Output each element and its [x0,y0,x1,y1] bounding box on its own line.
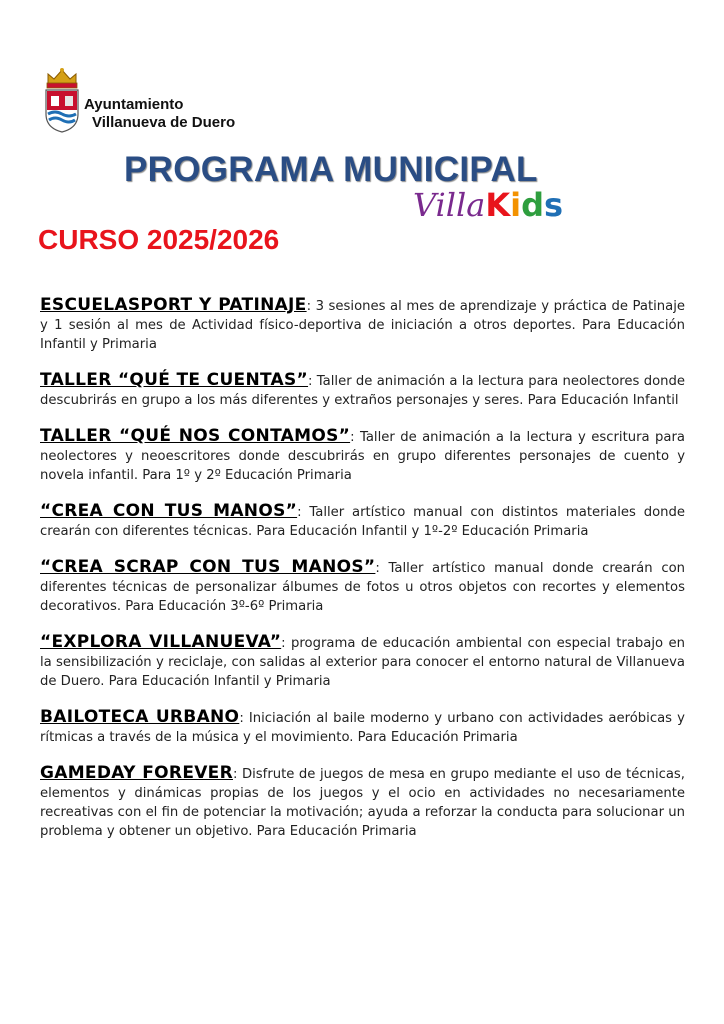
brand-kids-letter: K [485,186,511,224]
program-name: “CREA SCRAP CON TUS MANOS” [40,557,376,577]
program-description: : Taller de animación a la lectura y escritura para neolectores y neoescritores donde descubrirás en grupo diferentes personajes de cuento y novela infantil. Para 1º y 2º Educación Primaria [40,430,685,483]
program-item [40,633,685,691]
program-item [40,764,685,841]
villakids-logo [413,186,563,236]
program-name: “CREA CON TUS MANOS” [40,501,298,521]
program-item [40,427,685,485]
program-item [40,371,685,410]
coat-of-arms-logo [42,66,82,134]
brand-kids-letter: s [544,186,564,224]
program-description: : Taller de animación a la lectura para neolectores donde descubrirás en grupo a los más diferentes y extraños personajes y seres. Para Educación Infantil [40,374,685,408]
program-item [40,296,685,354]
course-heading: CURSO 2025/2026 [38,224,280,255]
program-item [40,558,685,616]
program-name: ESCUELASPORT Y PATINAJE [40,295,307,315]
page-title: PROGRAMA MUNICIPAL [124,150,538,189]
program-description: : Taller artístico manual donde crearán con diferentes técnicas de personalizar álbumes de fotos u otros objetos con recortes y elementos decorativos. Para Educación 3º-6º Primaria [40,561,685,614]
program-description: : Disfrute de juegos de mesa en grupo mediante el uso de técnicas, elementos y dinámicas propias de los juegos y el ocio en actividades no necesariamente recreativas con el fin de potenciar la motivación; ayuda a reforzar la conducta para solucionar un problema y obtener un objetivo. Para Educación Primaria [40,767,685,839]
program-description: : Taller artístico manual con distintos materiales donde crearán con diferentes técnicas. Para Educación Infantil y 1º-2º Educación Primaria [40,505,686,539]
program-name: BAILOTECA URBANO [40,707,240,727]
program-name: “EXPLORA VILLANUEVA” [40,632,282,652]
program-list [40,296,685,858]
program-name: TALLER “QUÉ NOS CONTAMOS” [40,426,351,446]
program-description: : Iniciación al baile moderno y urbano con actividades aeróbicas y rítmicas a través de la música y el movimiento. Para Educación Primaria [40,711,685,745]
program-description: : 3 sesiones al mes de aprendizaje y práctica de Patinaje y 1 sesión al mes de Actividad físico-deportiva de iniciación a otros deportes. Para Educación Infantil y Primaria [40,299,686,352]
program-name: TALLER “QUÉ TE CUENTAS” [40,370,309,390]
org-line-1: Ayuntamiento [84,96,184,113]
brand-kids-letter: i [510,186,522,224]
brand-kids-letter: d [521,186,544,224]
org-line-2: Villanueva de Duero [92,114,236,131]
program-item [40,708,685,747]
brand-villa: Villa [413,186,486,224]
program-name: GAMEDAY FOREVER [40,763,233,783]
municipality-name [84,96,235,132]
program-item [40,502,685,541]
program-description: : programa de educación ambiental con especial trabajo en la sensibilización y reciclaje, con salidas al exterior para conocer el entorno natural de Villanueva de Duero. Para Educación Infantil y Primaria [40,636,685,689]
brand-kids [485,186,563,224]
